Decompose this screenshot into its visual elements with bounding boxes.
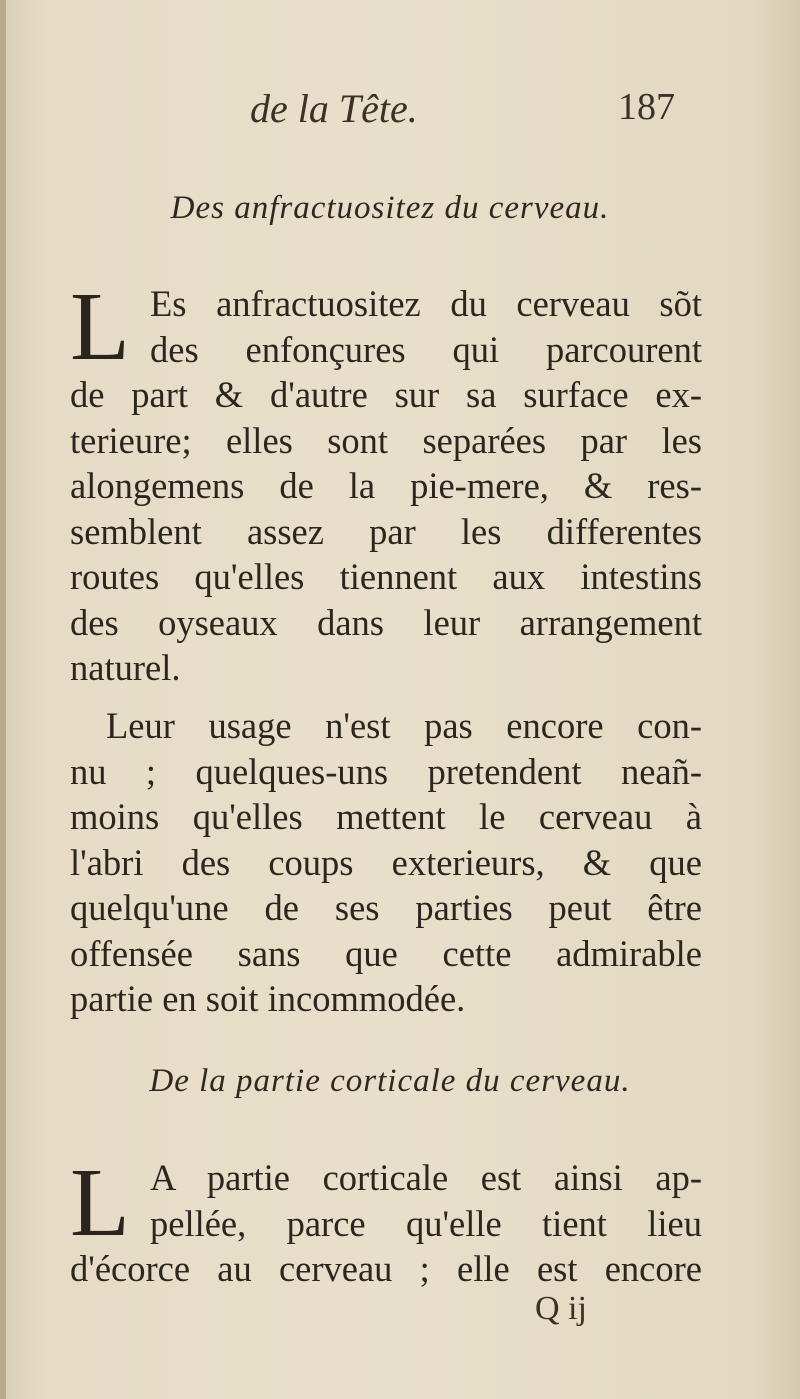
drop-cap: L [70, 273, 130, 381]
text-line: d'écorce au cerveau ; elle est encore [70, 1248, 702, 1289]
text-line: l'abri des coups exterieurs, & que [70, 841, 702, 883]
paragraph [70, 273, 702, 691]
text-line: moins qu'elles mettent le cerveau à [70, 796, 702, 837]
text-line: terieure; elles sont separées par les [70, 419, 702, 461]
text-line: Es anfractuositez du cerveau sõt [150, 283, 702, 324]
text-line: quelqu'une de ses parties peut être [70, 887, 702, 928]
text-line: semblent assez par les differentes [70, 510, 702, 552]
paragraph [70, 1149, 702, 1292]
page-header [0, 85, 800, 145]
text-line: offensée sans que cette admirable [70, 932, 702, 974]
text-line: des oyseaux dans leur arrangement [70, 601, 702, 643]
text-line: pellée, parce qu'elle tient lieu [150, 1202, 702, 1244]
page-number: 187 [618, 86, 675, 128]
text-line: naturel. [70, 647, 181, 688]
section-title: Des anfractuositez du cerveau. [170, 190, 610, 226]
text-line: alongemens de la pie-mere, & res- [70, 465, 702, 506]
paragraph [70, 703, 702, 1022]
text-line: nu ; quelques-uns pretendent neañ- [70, 750, 702, 792]
text-line: partie en soit incommodée. [70, 978, 466, 1019]
text-line: Leur usage n'est pas encore con- [106, 705, 702, 746]
text-line: routes qu'elles tiennent aux intestins [70, 556, 702, 597]
drop-cap: L [70, 1149, 130, 1257]
text-line: de part & d'autre sur sa surface ex- [70, 374, 702, 415]
running-head: de la Tête. [250, 86, 418, 131]
text-line: A partie corticale est ainsi ap- [150, 1157, 702, 1198]
text-line: des enfonçures qui parcourent [150, 328, 702, 370]
signature-mark: Q ij [535, 1290, 587, 1327]
section-title: De la partie corticale du cerveau. [149, 1063, 631, 1099]
